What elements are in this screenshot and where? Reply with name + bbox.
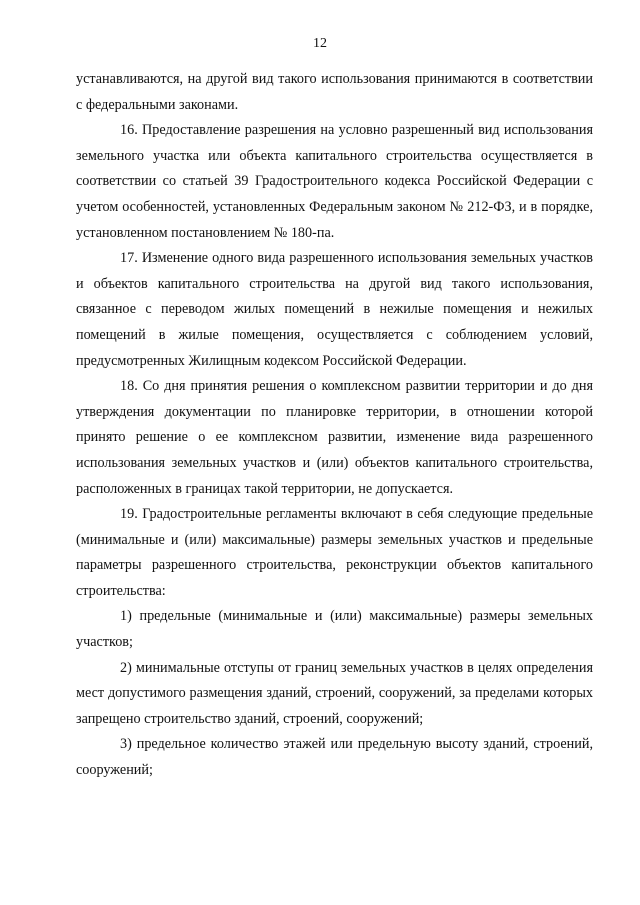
document-body (76, 67, 593, 784)
page-number: 12 (313, 36, 327, 51)
paragraph-19: 19. Градостроительные регламенты включают в себя следующие предельные (минимальные и (или) максимальные) размеры земельных участков и предельные параметры разрешенного строительства, реконструкции объектов капитального строительства: (76, 506, 593, 599)
list-item-19-2: 2) минимальные отступы от границ земельных участков в целях определения мест допустимого размещения зданий, строений, сооружений, за пределами которых запрещено строительство зданий, строений, сооружений; (76, 659, 593, 727)
paragraph-continuation: устанавливаются, на другой вид такого использования принимаются в соответствии с федеральными законами. (76, 71, 593, 113)
paragraph-17: 17. Изменение одного вида разрешенного использования земельных участков и объектов капитального строительства на другой вид такого использования, связанное с переводом жилых помещений в нежилые помещения и нежилых помещений в жилые помещения, осуществляется с соблюдением условий, предусмотренных Жилищным кодексом Российской Федерации. (76, 250, 593, 369)
list-item-19-3: 3) предельное количество этажей или предельную высоту зданий, строений, сооружений; (76, 736, 593, 779)
list-item-19-1: 1) предельные (минимальные и (или) максимальные) размеры земельных участков; (76, 608, 593, 651)
paragraph-16: 16. Предоставление разрешения на условно разрешенный вид использования земельного участка или объекта капитального строительства осуществляется в соответствии со статьей 39 Градостроительного кодекса Российской Федерации с учетом особенностей, установленных Федеральным законом № 212-ФЗ, и в порядке, установленном постановлением № 180-па. (76, 122, 593, 241)
paragraph-18: 18. Со дня принятия решения о комплексном развитии территории и до дня утверждения документации по планировке территории, в отношении которой принято решение о ее комплексном развитии, изменение вида разрешенного использования земельных участков и (или) объектов капитального строительства, расположенных в границах такой территории, не допускается. (76, 378, 593, 497)
